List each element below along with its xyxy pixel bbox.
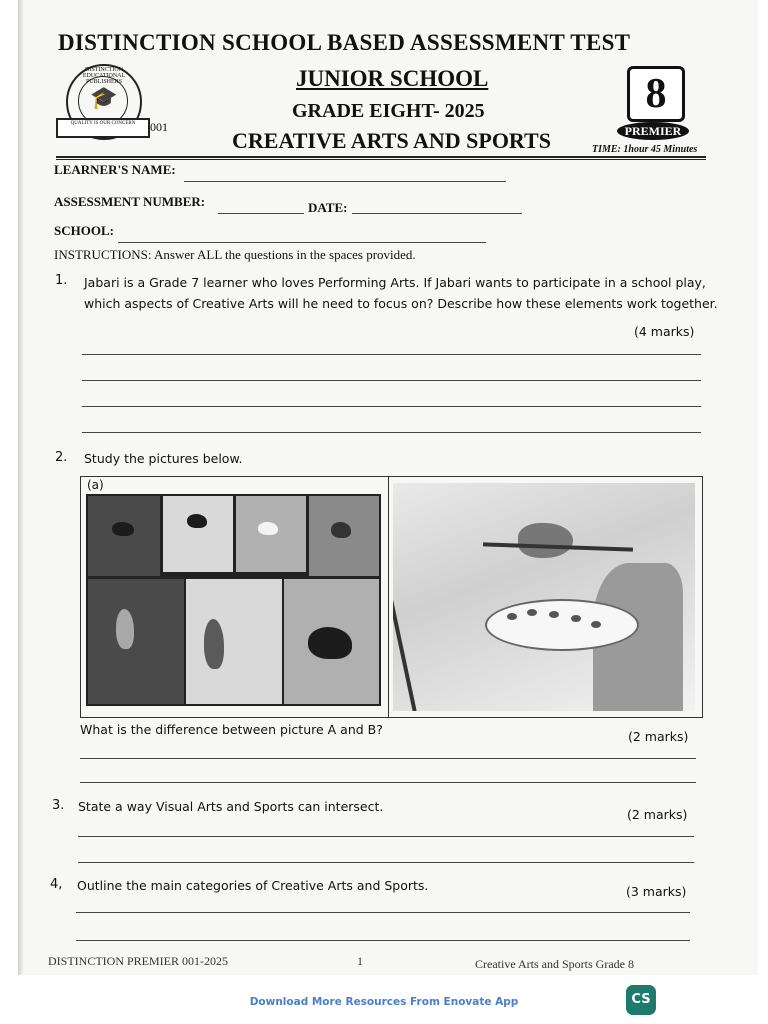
download-resources-link[interactable]: Download More Resources From Enovate App	[249, 996, 519, 1008]
school-label: SCHOOL:	[54, 223, 114, 238]
bird-silhouette	[331, 522, 351, 538]
bird-photo-tile	[309, 496, 379, 576]
bird-silhouette	[116, 609, 134, 649]
hand-holding-brush	[518, 523, 573, 558]
assessment-number-label: ASSESSMENT NUMBER:	[54, 194, 206, 209]
logo-ring-text: DISTINCTION EDUCATIONAL PUBLISHERS	[82, 67, 126, 85]
question-3-number: 3.	[52, 798, 65, 813]
footer-page-number: 1	[357, 954, 363, 968]
bird-photo-tile	[284, 579, 379, 704]
bird-photo-tile	[163, 496, 233, 572]
paper-code: 001	[150, 120, 168, 134]
bird-silhouette	[308, 627, 352, 659]
bird-photo-tile	[88, 579, 184, 704]
paint-dab	[571, 615, 581, 622]
date-label: DATE:	[308, 200, 348, 215]
question-3-marks: (2 marks)	[627, 807, 688, 822]
grade-heading: GRADE EIGHT- 2025	[292, 100, 485, 122]
question-1-number: 1.	[55, 273, 68, 288]
easel-leg	[393, 544, 417, 711]
answer-line[interactable]	[80, 758, 696, 759]
answer-line[interactable]	[82, 432, 701, 433]
bird-photo-tile	[88, 496, 160, 576]
learner-name-line[interactable]	[184, 181, 506, 182]
paint-dab	[591, 621, 601, 628]
exam-title: DISTINCTION SCHOOL BASED ASSESSMENT TEST	[58, 30, 631, 55]
answer-line[interactable]	[80, 782, 696, 783]
answer-line[interactable]	[82, 406, 701, 407]
answer-line[interactable]	[82, 380, 701, 381]
assessment-number-line[interactable]	[218, 213, 304, 214]
learner-name-label: LEARNER'S NAME:	[54, 162, 176, 177]
footer-left: DISTINCTION PREMIER 001-2025	[48, 954, 228, 968]
question-2-sub-question: What is the difference between picture A and B?	[80, 722, 383, 737]
date-line[interactable]	[352, 213, 522, 214]
question-2-text: Study the pictures below.	[84, 451, 243, 466]
question-1-text-line-1: Jabari is a Grade 7 learner who loves Performing Arts. If Jabari wants to participate in a school play,	[84, 275, 706, 290]
paint-dab	[507, 613, 517, 620]
answer-line[interactable]	[82, 354, 701, 355]
logo-banner	[56, 118, 150, 138]
picture-a-bird-collage	[86, 494, 381, 706]
bird-silhouette	[112, 522, 134, 536]
bird-photo-tile	[236, 496, 306, 572]
header-rule-top	[56, 156, 706, 158]
picture-a-label: (a)	[87, 478, 104, 492]
subject-heading: CREATIVE ARTS AND SPORTS	[232, 128, 551, 153]
question-3-text: State a way Visual Arts and Sports can intersect.	[78, 799, 384, 814]
answer-line[interactable]	[76, 940, 690, 941]
paper-edge-shadow	[18, 0, 24, 975]
question-1-marks: (4 marks)	[634, 324, 695, 339]
school-level: JUNIOR SCHOOL	[296, 66, 489, 91]
answer-line[interactable]	[78, 862, 694, 863]
paint-dab	[527, 609, 537, 616]
bird-silhouette	[187, 514, 207, 528]
footer-right: Creative Arts and Sports Grade 8	[475, 957, 634, 971]
logo-motto: QUALITY IS OUR CONCERN	[70, 121, 136, 126]
question-1-text-line-2: which aspects of Creative Arts will he need to focus on? Describe how these elements work together.	[84, 296, 718, 311]
header-rule-bottom	[56, 159, 706, 160]
bird-silhouette	[258, 522, 278, 535]
instructions: INSTRUCTIONS: Answer ALL the questions in the spaces provided.	[54, 247, 416, 262]
question-2-marks: (2 marks)	[628, 729, 689, 744]
picture-b-painting-hand	[393, 483, 695, 711]
question-4-marks: (3 marks)	[626, 884, 687, 899]
time-allowed: TIME: 1hour 45 Minutes	[592, 144, 698, 155]
answer-line[interactable]	[78, 836, 694, 837]
paint-dab	[549, 611, 559, 618]
bird-photo-tile	[186, 579, 282, 704]
premier-badge: PREMIER	[617, 122, 689, 140]
school-line[interactable]	[118, 242, 486, 243]
question-2-number: 2.	[55, 450, 68, 465]
question-4-number: 4,	[50, 877, 63, 892]
question-4-text: Outline the main categories of Creative Arts and Sports.	[77, 878, 429, 893]
graduation-cap-icon: 🎓	[90, 86, 118, 111]
picture-divider	[388, 477, 389, 717]
answer-line[interactable]	[76, 912, 690, 913]
grade-number-box: 8	[627, 66, 685, 122]
camscanner-badge[interactable]: CS	[626, 985, 656, 1015]
paint-palette	[485, 599, 639, 651]
bird-silhouette	[204, 619, 224, 669]
question-2-picture-frame	[80, 476, 703, 718]
